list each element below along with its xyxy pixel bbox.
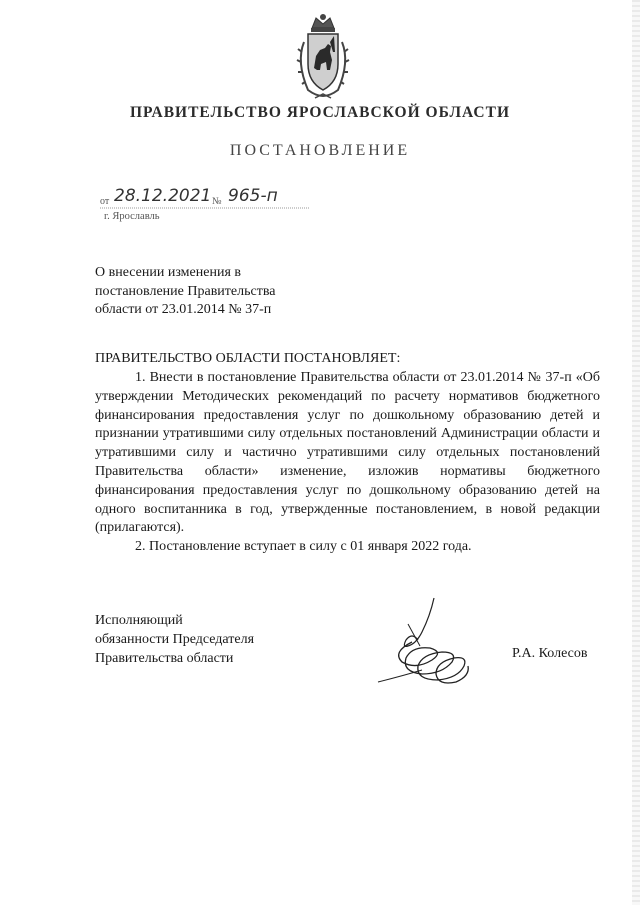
subject-line: постановление Правительства [95,283,276,299]
position-line: Правительства области [95,650,234,666]
resolves-heading: ПРАВИТЕЛЬСТВО ОБЛАСТИ ПОСТАНОВЛЯЕТ: [95,351,401,366]
document-body [95,369,600,557]
date-number-line [100,186,330,212]
body-item-1: 1. Внести в постановление Правительства области от 23.01.2014 № 37-п «Об утверждении Методических рекомендаций по расчету нормативов бюджетного финансирования предоставления услуг по дошкольному образованию детей и признании утратившими силу отдельных постановлений Администрации области и утратившими силу и частично утратившими силу отдельных постановлений Правительства области» изменение, изложив нормативы бюджетного финансирования предоставления услуг по дошкольному образованию детей на одного воспитанника в год, утвержденные постановлением, в новой редакции (прилагаются). [95,370,600,536]
scan-edge [632,0,640,905]
body-item-2: 2. Постановление вступает в силу с 01 января 2022 года. [135,539,472,555]
subject-line: области от 23.01.2014 № 37-п [95,302,272,317]
handwritten-signature [372,596,492,701]
position-line: Исполняющий [95,613,183,628]
city: г. Ярославль [104,211,160,222]
date-prefix: от [100,196,110,207]
signatory-position [95,612,254,668]
document-date: 28.12.2021 [114,186,212,206]
government-title: ПРАВИТЕЛЬСТВО ЯРОСЛАВСКОЙ ОБЛАСТИ [129,104,511,121]
document-subject [95,264,355,320]
date-underline [100,206,310,210]
document-number: 965-п [228,186,278,206]
document-type: ПОСТАНОВЛЕНИЕ [229,142,411,159]
subject-line: О внесении изменения в [95,265,241,280]
position-line: обязанности Председателя [95,631,255,647]
number-prefix: № [212,196,222,207]
signer-name: Р.А. Колесов [512,646,588,661]
coat-of-arms-emblem [290,12,356,100]
